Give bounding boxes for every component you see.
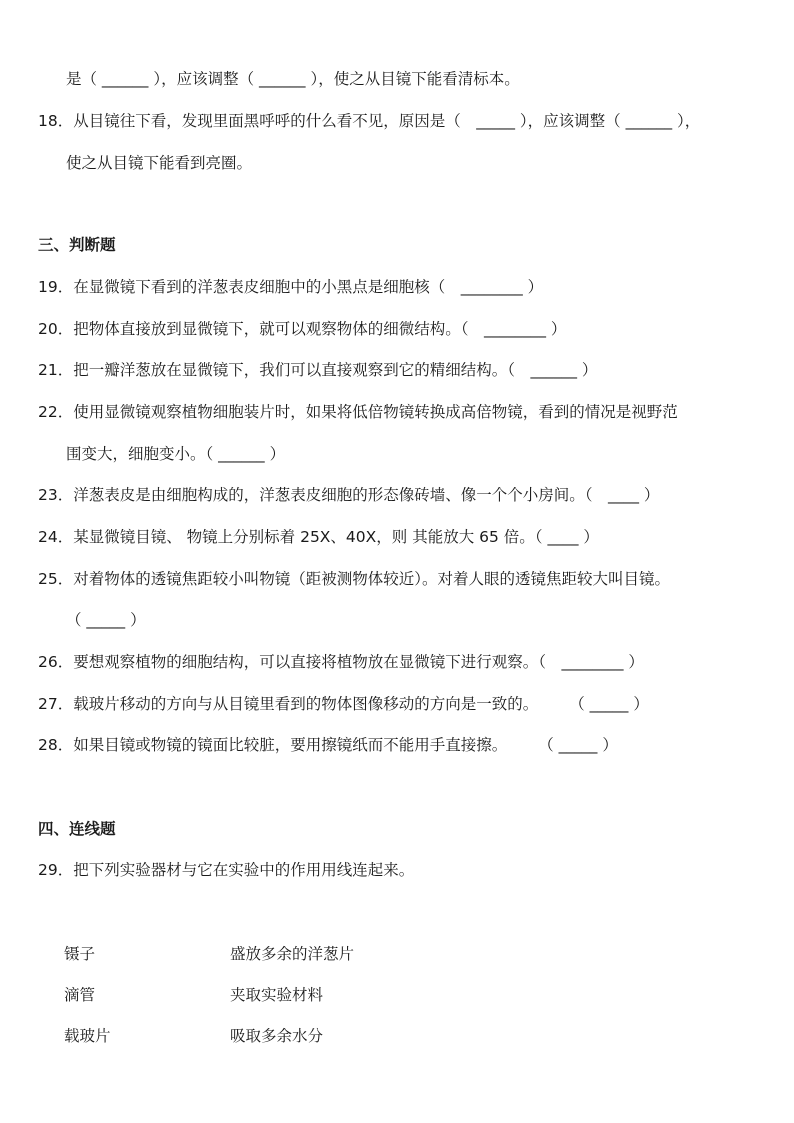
left-item-slide: 载玻片 [64, 1027, 111, 1045]
question-18-continuation: 使之从目镜下能看到亮圈。 [66, 154, 253, 172]
left-item-dropper: 滴管 [64, 986, 96, 1004]
question-29: 29．把下列实验器材与它在实验中的作用用线连起来。 [38, 861, 415, 879]
section-3-heading: 三、判断题 [38, 236, 116, 254]
question-25: 25．对着物体的透镜焦距较小叫物镜（距被测物体较近）。对着人眼的透镜焦距较大叫目镜。 [38, 570, 670, 588]
question-21: 21．把一瓣洋葱放在显微镜下，我们可以直接观察到它的精细结构。（ ______ ） [38, 361, 598, 379]
question-20: 20．把物体直接放到显微镜下，就可以观察物体的细微结构。（ ________ ） [38, 320, 567, 338]
right-item-hold-onion: 盛放多余的洋葱片 [230, 945, 355, 963]
question-25-continuation: （ _____ ） [66, 611, 146, 629]
question-28: 28．如果目镜或物镜的镜面比较脏，要用擦镜纸而不能用手直接擦。 （ _____ ） [38, 736, 618, 754]
left-item-tweezers: 镊子 [64, 945, 96, 963]
question-22-continuation: 围变大，细胞变小。（ ______ ） [66, 445, 286, 463]
question-18: 18．从目镜往下看，发现里面黑呼呼的什么看不见，原因是（ _____ ），应该调整（ ______ ）， [38, 112, 701, 130]
question-23: 23．洋葱表皮是由细胞构成的，洋葱表皮细胞的形态像砖墙、像一个个小房间。（ ____ ） [38, 486, 660, 504]
question-22: 22．使用显微镜观察植物细胞装片时，如果将低倍物镜转换成高倍物镜，看到的情况是视野范 [38, 403, 678, 421]
question-17-continuation: 是（ ______ ），应该调整（ ______ ），使之从目镜下能看清标本。 [66, 70, 520, 88]
right-item-pick-material: 夹取实验材料 [230, 986, 324, 1004]
question-19: 19．在显微镜下看到的洋葱表皮细胞中的小黑点是细胞核（ ________ ） [38, 278, 544, 296]
question-27: 27．载玻片移动的方向与从目镜里看到的物体图像移动的方向是一致的。 （ _____ ） [38, 695, 649, 713]
right-item-absorb-water: 吸取多余水分 [230, 1027, 324, 1045]
section-4-heading: 四、连线题 [38, 820, 116, 838]
question-24: 24．某显微镜目镜、 物镜上分别标着 25X、40X，则 其能放大 65 倍。（ ____ ） [38, 528, 599, 546]
question-26: 26．要想观察植物的细胞结构，可以直接将植物放在显微镜下进行观察。（ ________ ） [38, 653, 644, 671]
